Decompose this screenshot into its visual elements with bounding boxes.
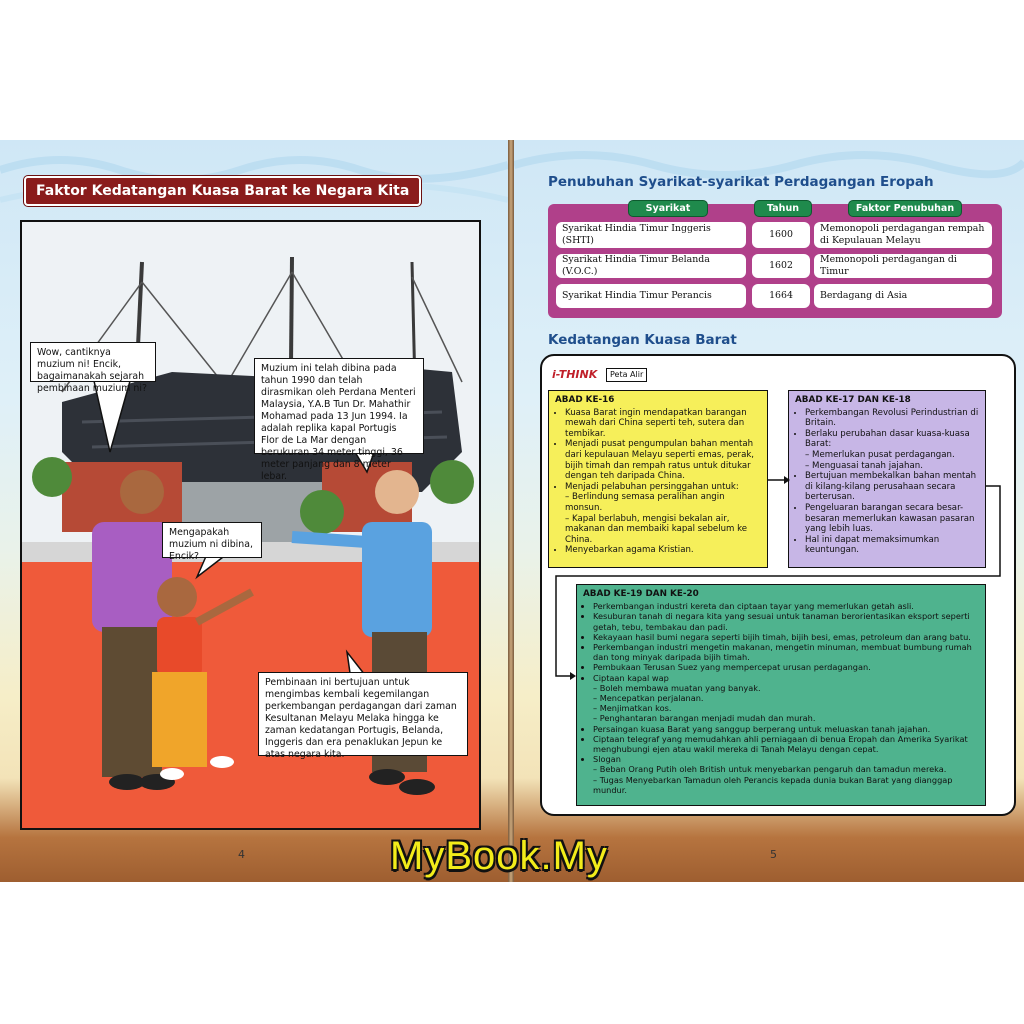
- table-cell: Memonopoli perdagangan rempah di Kepulauan Melayu: [814, 222, 992, 248]
- speech-bubble-4: Pembinaan ini bertujuan untuk mengimbas kembali kegemilangan perkembangan perdagangan dari zaman Kesultanan Melayu Melaka hingga ke zaman kedatangan Portugis, Belanda, Inggeris dan era penaklukan Jepun ke atas negara kita.: [258, 672, 468, 756]
- list-item: • Kuasa Barat ingin mendapatkan barangan mewah dari China seperti teh, sutera dan tembikar.: [565, 408, 761, 440]
- flow-box-16th-century: [548, 390, 768, 568]
- table-cell: Syarikat Hindia Timur Perancis: [556, 284, 746, 308]
- list-item: – Mencepatkan perjalanan.: [593, 693, 704, 704]
- table-cell: 1602: [752, 254, 810, 278]
- watermark-text: MyBook.My: [390, 834, 608, 878]
- box-title: ABAD KE-17 DAN KE-18: [795, 395, 911, 405]
- speech-bubble-3: Mengapakah muzium ni dibina, Encik?: [162, 522, 262, 558]
- list-item: – Boleh membawa muatan yang banyak.: [593, 682, 761, 693]
- table-header-company: Syarikat: [628, 200, 708, 217]
- list-item: • Perkembangan industri kereta dan ciptaan tayar yang memerlukan getah asli.: [593, 601, 979, 611]
- list-item: • Pembukaan Terusan Suez yang mempercepat urusan perdagangan.: [593, 662, 979, 672]
- box-title: ABAD KE-16: [555, 395, 615, 405]
- flow-box-19-20th-century: [576, 584, 986, 806]
- list-item: – Memerlukan pusat perdagangan.: [805, 449, 955, 460]
- box-title: ABAD KE-19 DAN KE-20: [583, 589, 699, 599]
- table-cell: 1664: [752, 284, 810, 308]
- list-item: • Berlaku perubahan dasar kuasa-kuasa Barat:: [805, 429, 979, 450]
- left-page: [0, 140, 508, 882]
- list-item: • Bertujuan membekalkan bahan mentah di kilang-kilang perusahaan secara berterusan.: [805, 471, 979, 503]
- page-number: 5: [770, 848, 777, 861]
- flow-map-frame: [540, 354, 1016, 816]
- companies-table: [548, 204, 1002, 318]
- list-item: • Kesuburan tanah di negara kita yang sesuai untuk tanaman berorientasikan eksport seperti getah, tebu, tembakau dan padi.: [593, 611, 979, 631]
- table-cell: Memonopoli perdagangan di Timur: [814, 254, 992, 278]
- section-title-arrival: Kedatangan Kuasa Barat: [548, 332, 737, 348]
- list-item: – Beban Orang Putih oleh British untuk menyebarkan pengaruh dan tamadun mereka.: [593, 764, 947, 775]
- list-item: • Ciptaan telegraf yang memudahkan ahli perniagaan di benua Eropah dan Amerika Syarikat menghubungi ejen atau wakil mereka di Tanah Melayu dengan cepat.: [593, 734, 979, 754]
- list-item: – Berlindung semasa peralihan angin monsun.: [565, 492, 725, 513]
- ithink-subtitle: Peta Alir: [606, 368, 647, 382]
- comic-panel: [20, 220, 481, 830]
- table-header-factor: Faktor Penubuhan: [848, 200, 962, 217]
- table-cell: Berdagang di Asia: [814, 284, 992, 308]
- page-number: 4: [238, 848, 245, 861]
- ithink-logo: i-THINK: [548, 368, 601, 382]
- list-item: – Penghantaran barangan menjadi mudah dan murah.: [593, 713, 816, 724]
- table-cell: Syarikat Hindia Timur Belanda (V.O.C.): [556, 254, 746, 278]
- list-item: • Persaingan kuasa Barat yang sanggup berperang untuk meluaskan tanah jajahan.: [593, 724, 979, 734]
- table-cell: 1600: [752, 222, 810, 248]
- list-item: • Slogan: [593, 754, 979, 764]
- list-item: • Ciptaan kapal wap: [593, 673, 979, 683]
- list-item: – Kapal berlabuh, mengisi bekalan air, makanan dan membaiki kapal sebelum ke China.: [565, 513, 748, 545]
- list-item: • Kekayaan hasil bumi negara seperti bijih timah, bijih besi, emas, petroleum dan arang batu.: [593, 632, 979, 642]
- list-item: • Pengeluaran barangan secara besar-besaran memerlukan kawasan pasaran yang lebih luas.: [805, 503, 979, 535]
- list-item: • Menyebarkan agama Kristian.: [565, 545, 761, 556]
- right-page: [514, 140, 1024, 882]
- table-cell: Syarikat Hindia Timur Inggeris (SHTI): [556, 222, 746, 248]
- table-header-year: Tahun: [754, 200, 812, 217]
- flow-box-17-18th-century: [788, 390, 986, 568]
- list-item: – Tugas Menyebarkan Tamadun oleh Perancis kepada dunia bukan Barat yang dianggap mundur.: [593, 774, 953, 795]
- list-item: • Menjadi pusat pengumpulan bahan mentah dari kepulauan Melayu seperti emas, perak, bijih timah dan rempah ratus untuk ditukar dengan teh daripada China.: [565, 439, 761, 481]
- list-item: • Perkembangan industri mengetin makanan, mengetin minuman, membuat bumbung rumah dan tong minyak daripada bijih timah.: [593, 642, 979, 662]
- list-item: – Menjimatkan kos.: [593, 703, 672, 714]
- list-item: • Menjadi pelabuhan persinggahan untuk:: [565, 482, 761, 493]
- list-item: • Hal ini dapat memaksimumkan keuntungan.: [805, 535, 979, 556]
- speech-bubble-2: Muzium ini telah dibina pada tahun 1990 dan telah dirasmikan oleh Perdana Menteri Malaysia, Y.A.B Tun Dr. Mahathir Mohamad pada 13 Jun 1994. Ia adalah replika kapal Portugis Flor de La Mar dengan berukuran 34 meter tinggi, 36 meter panjang dan 8 meter lebar.: [254, 358, 424, 454]
- list-item: – Menguasai tanah jajahan.: [805, 460, 923, 471]
- page-title: Faktor Kedatangan Kuasa Barat ke Negara Kita: [24, 176, 421, 206]
- section-title-companies: Penubuhan Syarikat-syarikat Perdagangan Eropah: [548, 174, 934, 190]
- list-item: • Perkembangan Revolusi Perindustrian di Britain.: [805, 408, 979, 429]
- speech-bubble-1: Wow, cantiknya muzium ni! Encik, bagaimanakah sejarah pembinaan muzium ni?: [30, 342, 156, 382]
